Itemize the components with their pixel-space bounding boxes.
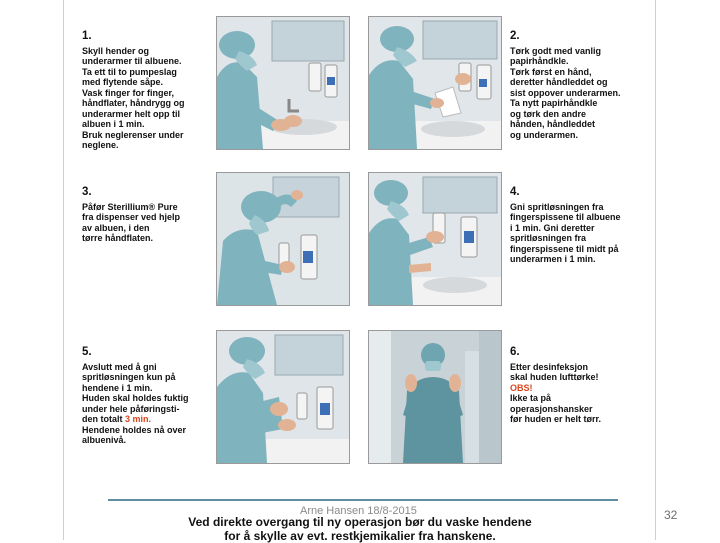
step-5-photo	[216, 330, 350, 464]
step-5-text	[82, 334, 189, 446]
instruction-page	[64, 0, 654, 540]
step-6-photo	[368, 330, 502, 464]
footer-author: Arne Hansen 18/8-2015	[300, 505, 417, 517]
step-6-instructions-end: Ikke ta på operasjonshansker før huden er helt tørr.	[510, 393, 602, 424]
bottom-note: Ved direkte overgang til ny operasjon bør du vaske hendene for å skylle av evt. restkjemikalier fra hanskene.	[188, 515, 532, 543]
step-4-number: 4.	[510, 185, 520, 198]
step-4-text	[510, 174, 621, 265]
step-2-instructions: Tørk godt med vanlig papirhåndkle. Tørk først en hånd, deretter håndleddet og sist oppover underarmen. Ta nytt papirhåndkle og tørk den andre hånden, håndleddet og underarmen.	[510, 45, 621, 140]
step-4-instructions: Gni spritløsningen fra fingerspissene til albuene i 1 min. Gni deretter spritløsningen fra fingerspissene til midt på underarmen i 1 min.	[510, 201, 621, 264]
step-3-photo	[216, 172, 350, 306]
step-6-instructions: Etter desinfeksjon skal huden lufttørke!	[510, 361, 599, 382]
step-5-instructions-end: Hendene holdes nå over albuenivå.	[82, 424, 187, 445]
step-2-photo	[368, 16, 502, 150]
step-3-number: 3.	[82, 185, 92, 198]
footer-divider	[108, 499, 618, 501]
slide-right-border	[655, 0, 656, 540]
step-2-number: 2.	[510, 29, 520, 42]
step-1-photo	[216, 16, 350, 150]
step-5-instructions: Avslutt med å gni spritløsningen kun på hendene i 1 min. Huden skal holdes fuktig under hele påføringsti- den totalt	[82, 361, 189, 424]
step-3-text	[82, 174, 180, 244]
step-6-obs-highlight: OBS!	[510, 382, 533, 393]
step-3-instructions: Påfør Sterillium® Pure fra dispenser ved hjelp av albuen, i den tørre håndflaten.	[82, 201, 181, 243]
step-1-instructions: Skyll hender og underarmer til albuene. Ta ett til to pumpeslag med flytende såpe. Vask finger for finger, håndflater, håndrygg og underarmer helt opp til albuen i 1 min. Bruk neglerenser under neglene.	[82, 45, 185, 150]
step-5-time-highlight: 3 min.	[125, 414, 152, 424]
page-number: 32	[664, 508, 678, 522]
step-1-number: 1.	[82, 29, 92, 42]
step-6-text	[510, 334, 601, 425]
step-4-photo	[368, 172, 502, 306]
step-1-text	[82, 18, 185, 151]
step-2-text	[510, 18, 621, 140]
step-6-number: 6.	[510, 345, 520, 358]
step-5-number: 5.	[82, 345, 92, 358]
